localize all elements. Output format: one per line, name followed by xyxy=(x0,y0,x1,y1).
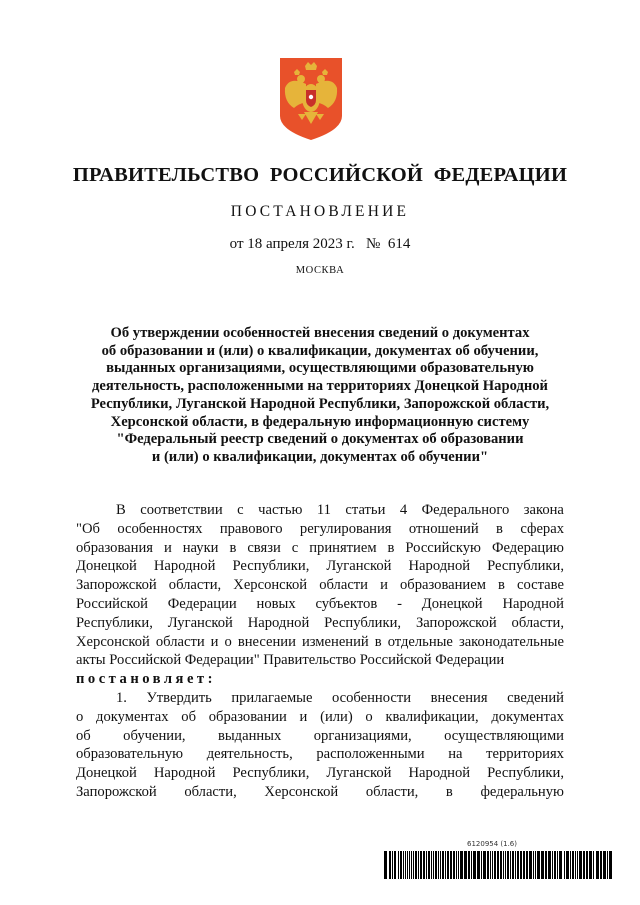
barcode-bar xyxy=(517,851,519,879)
body-line xyxy=(76,783,564,802)
word: территориях xyxy=(486,746,564,763)
barcode-bar xyxy=(575,851,576,879)
barcode-bar xyxy=(487,851,489,879)
barcode-bar xyxy=(520,851,522,879)
document-date: от 18 апреля 2023 г. xyxy=(229,236,355,252)
barcode-bar xyxy=(477,851,480,879)
word: Республики, xyxy=(487,765,564,782)
word: Луганской xyxy=(326,558,392,575)
word: Народной xyxy=(153,765,216,782)
document-title xyxy=(60,325,580,467)
word: области xyxy=(155,633,205,650)
word: в xyxy=(387,539,395,556)
word: в xyxy=(498,577,505,594)
barcode-bar xyxy=(431,851,432,879)
word: Республики, xyxy=(232,765,310,782)
word: внесении xyxy=(237,633,296,650)
word: Республики, xyxy=(232,558,310,575)
word: об xyxy=(76,727,91,744)
barcode-bar xyxy=(559,851,562,879)
barcode-bar xyxy=(596,851,599,879)
body-line xyxy=(76,520,564,539)
barcode-bar xyxy=(450,851,452,879)
barcode-bar xyxy=(415,851,417,879)
body-line xyxy=(76,633,564,652)
barcode-bar xyxy=(583,851,585,879)
barcode-bar xyxy=(428,851,430,879)
word: закона xyxy=(523,502,564,518)
word: Российскую xyxy=(405,539,481,556)
barcode-bar xyxy=(490,851,491,879)
barcode-bar xyxy=(507,851,509,879)
word: принятием xyxy=(309,539,377,556)
word: в xyxy=(229,539,237,556)
word: Республики, xyxy=(487,558,564,575)
barcode-bar xyxy=(548,851,551,879)
word: Республики, xyxy=(324,614,402,631)
document-code: 6120954 (1.6) xyxy=(467,840,517,848)
word: регулирования xyxy=(299,520,392,537)
word: Луганской xyxy=(167,614,233,631)
word: в xyxy=(496,520,503,537)
barcode-bar xyxy=(384,851,387,879)
word: Народной xyxy=(408,765,471,782)
barcode-bar xyxy=(609,851,612,879)
barcode-bar xyxy=(570,851,571,879)
barcode-bar xyxy=(503,851,504,879)
barcode-bar xyxy=(481,851,482,879)
barcode-bar xyxy=(512,851,514,879)
word: расположенными xyxy=(316,746,425,763)
barcode-bar xyxy=(438,851,439,879)
barcode-bar xyxy=(400,851,402,879)
word: документах xyxy=(491,708,564,725)
barcode-bar xyxy=(398,851,399,879)
body-line xyxy=(76,501,564,520)
word: в xyxy=(445,783,453,800)
barcode-bar xyxy=(572,851,574,879)
word: Народной xyxy=(247,614,310,631)
word: с xyxy=(291,539,299,556)
barcode-bar xyxy=(433,851,434,879)
number-sign: № xyxy=(366,236,381,252)
barcode-bar xyxy=(426,851,427,879)
title-line: Об утверждении особенностей внесения сведений о документах xyxy=(110,325,530,341)
document-number: 614 xyxy=(387,236,411,252)
word: составе xyxy=(517,577,564,594)
word: Народной xyxy=(153,558,216,575)
word: правового xyxy=(219,520,283,537)
word: и xyxy=(163,539,172,556)
barcode-bar xyxy=(471,851,472,879)
barcode-bar xyxy=(413,851,414,879)
word: 4 xyxy=(399,502,408,518)
word: Федерации xyxy=(167,595,237,612)
word: статьи xyxy=(345,502,386,518)
word: особенности xyxy=(331,689,412,706)
barcode-bar xyxy=(533,851,534,879)
barcode-bar xyxy=(600,851,602,879)
word: образования xyxy=(76,539,153,556)
body-line: акты Российской Федерации" Правительство Российской Федерации xyxy=(76,652,505,669)
barcode-bar xyxy=(423,851,425,879)
barcode-bar xyxy=(445,851,446,879)
resolution-word: постановляет: xyxy=(76,671,216,688)
barcode-bar xyxy=(409,851,410,879)
barcode-bar xyxy=(586,851,588,879)
barcode-bar xyxy=(577,851,578,879)
title-line: Херсонской области, в федеральную информационную систему xyxy=(110,413,530,430)
barcode-bar xyxy=(464,851,467,879)
word: образовательную xyxy=(76,746,184,763)
body-line xyxy=(76,689,564,708)
word: и xyxy=(210,633,219,650)
barcode-bar xyxy=(526,851,528,879)
city: МОСКВА xyxy=(295,265,345,276)
barcode-bar xyxy=(537,851,540,879)
word: Запорожской xyxy=(76,783,157,800)
document-type: ПОСТАНОВЛЕНИЕ xyxy=(230,203,410,220)
barcode-bar xyxy=(468,851,470,879)
barcode-bar xyxy=(541,851,544,879)
barcode-bar xyxy=(407,851,408,879)
date-line xyxy=(0,236,640,253)
barcode-bar xyxy=(440,851,441,879)
barcode-bar xyxy=(497,851,499,879)
word: выданных xyxy=(217,727,282,744)
word: В xyxy=(116,502,126,518)
word: области, xyxy=(184,783,237,800)
barcode-bar xyxy=(442,851,444,879)
barcode-bar xyxy=(420,851,422,879)
word: законодательные xyxy=(458,633,564,650)
word: изменений xyxy=(301,633,369,650)
word: сферах xyxy=(520,520,564,537)
body-line xyxy=(76,595,564,614)
barcode-bar xyxy=(394,851,396,879)
russian-coat-of-arms-icon xyxy=(280,58,342,140)
barcode-bar xyxy=(564,851,565,879)
word: Запорожской xyxy=(76,577,157,594)
word: Утвердить xyxy=(146,689,212,706)
word: с xyxy=(237,502,244,518)
word: образованием xyxy=(399,577,486,594)
barcode-bar xyxy=(389,851,391,879)
word: Донецкой xyxy=(421,595,483,612)
barcode-bar xyxy=(418,851,419,879)
body-line xyxy=(76,745,564,764)
barcode-bar xyxy=(523,851,525,879)
barcode-bar xyxy=(545,851,547,879)
title-line: деятельность, расположенными на территориях Донецкой Народной xyxy=(92,378,548,395)
title-line: и (или) о квалификации, документах об обучении" xyxy=(151,448,489,465)
word: и xyxy=(380,577,388,594)
barcode-bar xyxy=(603,851,606,879)
word: Народной xyxy=(502,595,564,612)
body-line xyxy=(76,727,564,746)
word: Херсонской xyxy=(233,577,308,594)
word: 11 xyxy=(316,502,331,518)
barcode-bar xyxy=(552,851,553,879)
word: - xyxy=(397,595,402,612)
barcode-bar xyxy=(456,851,457,879)
barcode-bar xyxy=(435,851,437,879)
word: Херсонской xyxy=(76,633,150,650)
body-line xyxy=(76,539,564,558)
word: Федерацию xyxy=(491,539,564,556)
body-line xyxy=(76,708,564,727)
barcode-bar xyxy=(494,851,496,879)
word: "Об xyxy=(76,520,100,537)
word: деятельность, xyxy=(206,746,293,763)
word: Республики, xyxy=(76,614,153,631)
barcode-bar xyxy=(405,851,406,879)
barcode-bar xyxy=(579,851,582,879)
word: отношений xyxy=(408,520,479,537)
word: осуществляющими xyxy=(444,727,564,744)
word: Народной xyxy=(408,558,471,575)
body-line xyxy=(76,764,564,783)
word: особенностях xyxy=(117,520,203,537)
barcode-bar xyxy=(411,851,412,879)
barcode-bar xyxy=(458,851,459,879)
barcode-bar xyxy=(529,851,532,879)
barcode-bar xyxy=(557,851,558,879)
barcode-bar xyxy=(392,851,393,879)
barcode-bar xyxy=(607,851,608,879)
word: Российской xyxy=(76,595,148,612)
word: связи xyxy=(247,539,281,556)
barcode-bar xyxy=(554,851,556,879)
barcode-bar xyxy=(593,851,594,879)
title-line: "Федеральный реестр сведений о документах об образовании xyxy=(116,431,524,448)
word: Запорожской xyxy=(415,614,497,631)
word: в xyxy=(374,633,382,650)
government-heading: ПРАВИТЕЛЬСТВО РОССИЙСКОЙ ФЕДЕРАЦИИ xyxy=(72,164,568,186)
barcode-bar xyxy=(500,851,502,879)
word: науки xyxy=(182,539,219,556)
word: субъектов xyxy=(315,595,378,612)
word: Луганской xyxy=(326,765,392,782)
word: Донецкой xyxy=(76,765,137,782)
word: области, xyxy=(511,614,564,631)
word: образовании xyxy=(208,708,287,725)
word: области, xyxy=(168,577,222,594)
barcode-bar xyxy=(483,851,486,879)
body-line xyxy=(76,614,564,633)
word: организациями, xyxy=(313,727,412,744)
body-line xyxy=(76,576,564,595)
word: сведений xyxy=(507,689,564,706)
word: соответствии xyxy=(140,502,223,518)
barcode-bar xyxy=(453,851,455,879)
barcode-bar xyxy=(403,851,404,879)
word: о xyxy=(224,633,232,650)
title-line: об образовании и (или) о квалификации, документах об обучении, xyxy=(101,342,539,359)
word: (или) xyxy=(320,708,353,725)
word: обучении, xyxy=(123,727,186,744)
document-body xyxy=(76,501,564,802)
word: Федерального xyxy=(421,502,510,518)
barcode-bar xyxy=(510,851,511,879)
barcode-bar xyxy=(535,851,536,879)
word: и xyxy=(299,708,308,725)
word: области, xyxy=(365,783,419,800)
word: о xyxy=(365,708,373,725)
word: Донецкой xyxy=(76,558,137,575)
word: области xyxy=(319,577,368,594)
barcode-bar xyxy=(473,851,476,879)
barcode-bar xyxy=(492,851,493,879)
word: новых xyxy=(256,595,296,612)
word: Херсонской xyxy=(264,783,339,800)
barcode-icon xyxy=(384,851,612,879)
body-line xyxy=(76,557,564,576)
title-line: выданных организациями, осуществляющими образовательную xyxy=(106,360,534,377)
word: документах xyxy=(96,708,169,725)
title-line: Республики, Луганской Народной Республики, Запорожской области, xyxy=(90,395,550,412)
word: федеральную xyxy=(480,783,564,800)
word: на xyxy=(448,746,463,763)
barcode-bar xyxy=(589,851,592,879)
word: 1. xyxy=(116,689,127,706)
barcode-bar xyxy=(505,851,506,879)
word: отдельные xyxy=(387,633,453,650)
word: прилагаемые xyxy=(231,689,313,706)
word: внесения xyxy=(430,689,488,706)
word: об xyxy=(181,708,197,725)
word: о xyxy=(76,708,84,725)
barcode-bar xyxy=(515,851,516,879)
barcode-bar xyxy=(460,851,463,879)
word: квалификации, xyxy=(385,708,479,725)
word: частью xyxy=(258,502,303,518)
barcode-bar xyxy=(447,851,449,879)
barcode-bar xyxy=(566,851,569,879)
